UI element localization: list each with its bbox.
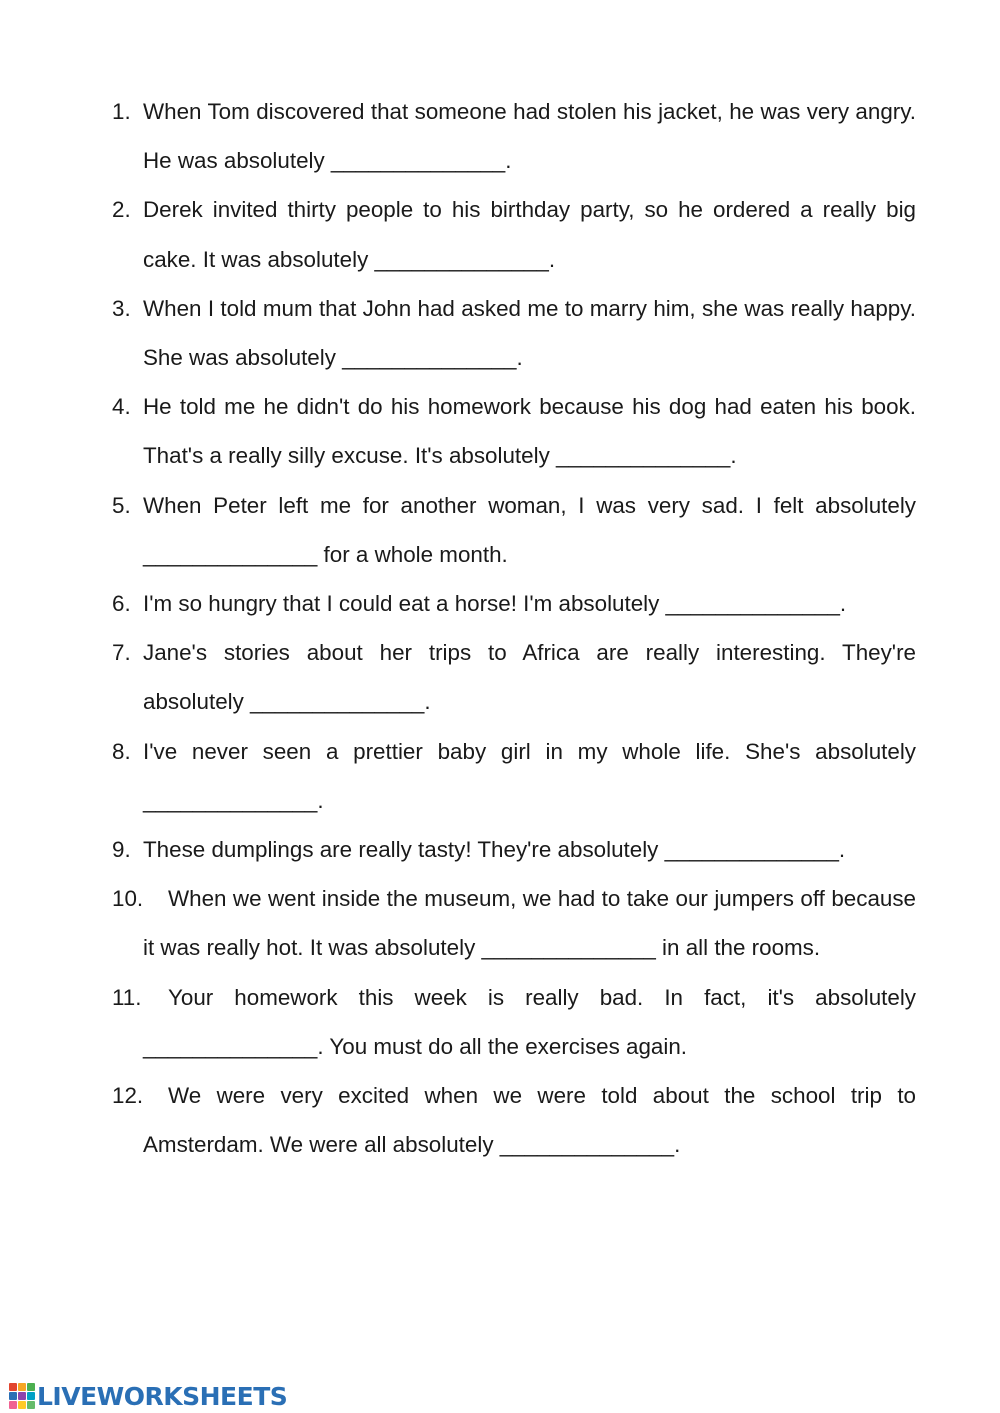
exercise-text: These dumplings are really tasty! They're absolutely ______________. — [143, 837, 846, 863]
logo-square — [27, 1383, 35, 1391]
exercise-text: When I told mum that John had asked me to marry him, she was really happy. She was absolutely ______________. — [143, 295, 916, 371]
exercise-number: 3. — [112, 295, 131, 321]
liveworksheets-logo[interactable] — [9, 1381, 287, 1411]
exercise-number: 4. — [112, 394, 131, 420]
exercise-number: 7. — [112, 640, 131, 666]
exercise-text: He told me he didn't do his homework because his dog had eaten his book. That's a really silly excuse. It's absolutely ______________. — [143, 394, 916, 469]
exercise-item — [112, 1071, 916, 1169]
logo-square — [18, 1392, 26, 1400]
exercise-text: Jane's stories about her trips to Africa are really interesting. They're absolutely ______________. — [143, 640, 916, 715]
exercise-item — [112, 382, 916, 480]
exercise-item — [112, 87, 916, 185]
logo-square — [27, 1392, 35, 1400]
exercise-list — [112, 87, 916, 1169]
logo-square — [27, 1401, 35, 1409]
exercise-text: When Tom discovered that someone had stolen his jacket, he was very angry. He was absolutely ______________. — [143, 99, 916, 174]
exercise-text: Your homework this week is really bad. In fact, it's absolutely ______________. You must do all the exercises again. — [143, 984, 916, 1059]
exercise-item — [112, 579, 916, 628]
exercise-text: I've never seen a prettier baby girl in my whole life. She's absolutely ______________. — [143, 738, 916, 813]
logo-text: LIVEWORKSHEETS — [37, 1381, 288, 1411]
exercise-text: When we went inside the museum, we had to take our jumpers off because it was really hot. It was absolutely ______________ in all the rooms. — [143, 886, 916, 961]
exercise-number: 8. — [112, 738, 131, 764]
logo-square — [9, 1401, 17, 1409]
logo-square — [18, 1401, 26, 1409]
exercise-number: 10. — [112, 886, 144, 912]
exercise-text: I'm so hungry that I could eat a horse! I'm absolutely ______________. — [143, 591, 847, 617]
exercise-item — [112, 185, 916, 283]
exercise-text: We were very excited when we were told about the school trip to Amsterdam. We were all absolutely ______________. — [143, 1083, 916, 1158]
exercise-item — [112, 973, 916, 1071]
liveworksheets-logo-icon — [9, 1383, 35, 1409]
logo-square — [18, 1383, 26, 1391]
exercise-number: 1. — [112, 99, 131, 124]
exercise-number: 6. — [112, 591, 131, 617]
exercise-item — [112, 628, 916, 726]
exercise-item — [112, 874, 916, 972]
exercise-item — [112, 481, 916, 579]
logo-square — [9, 1383, 17, 1391]
exercise-number: 5. — [112, 492, 131, 518]
exercise-number: 11. — [112, 984, 142, 1010]
exercise-item — [112, 727, 916, 825]
exercise-number: 12. — [112, 1083, 144, 1109]
exercise-text: Derek invited thirty people to his birthday party, so he ordered a really big cake. It was absolutely ______________. — [143, 197, 916, 272]
exercise-number: 9. — [112, 837, 131, 863]
exercise-number: 2. — [112, 197, 131, 223]
exercise-item — [112, 825, 916, 874]
exercise-item — [112, 284, 916, 382]
logo-square — [9, 1392, 17, 1400]
exercise-text: When Peter left me for another woman, I was very sad. I felt absolutely ______________ for a whole month. — [143, 492, 916, 567]
